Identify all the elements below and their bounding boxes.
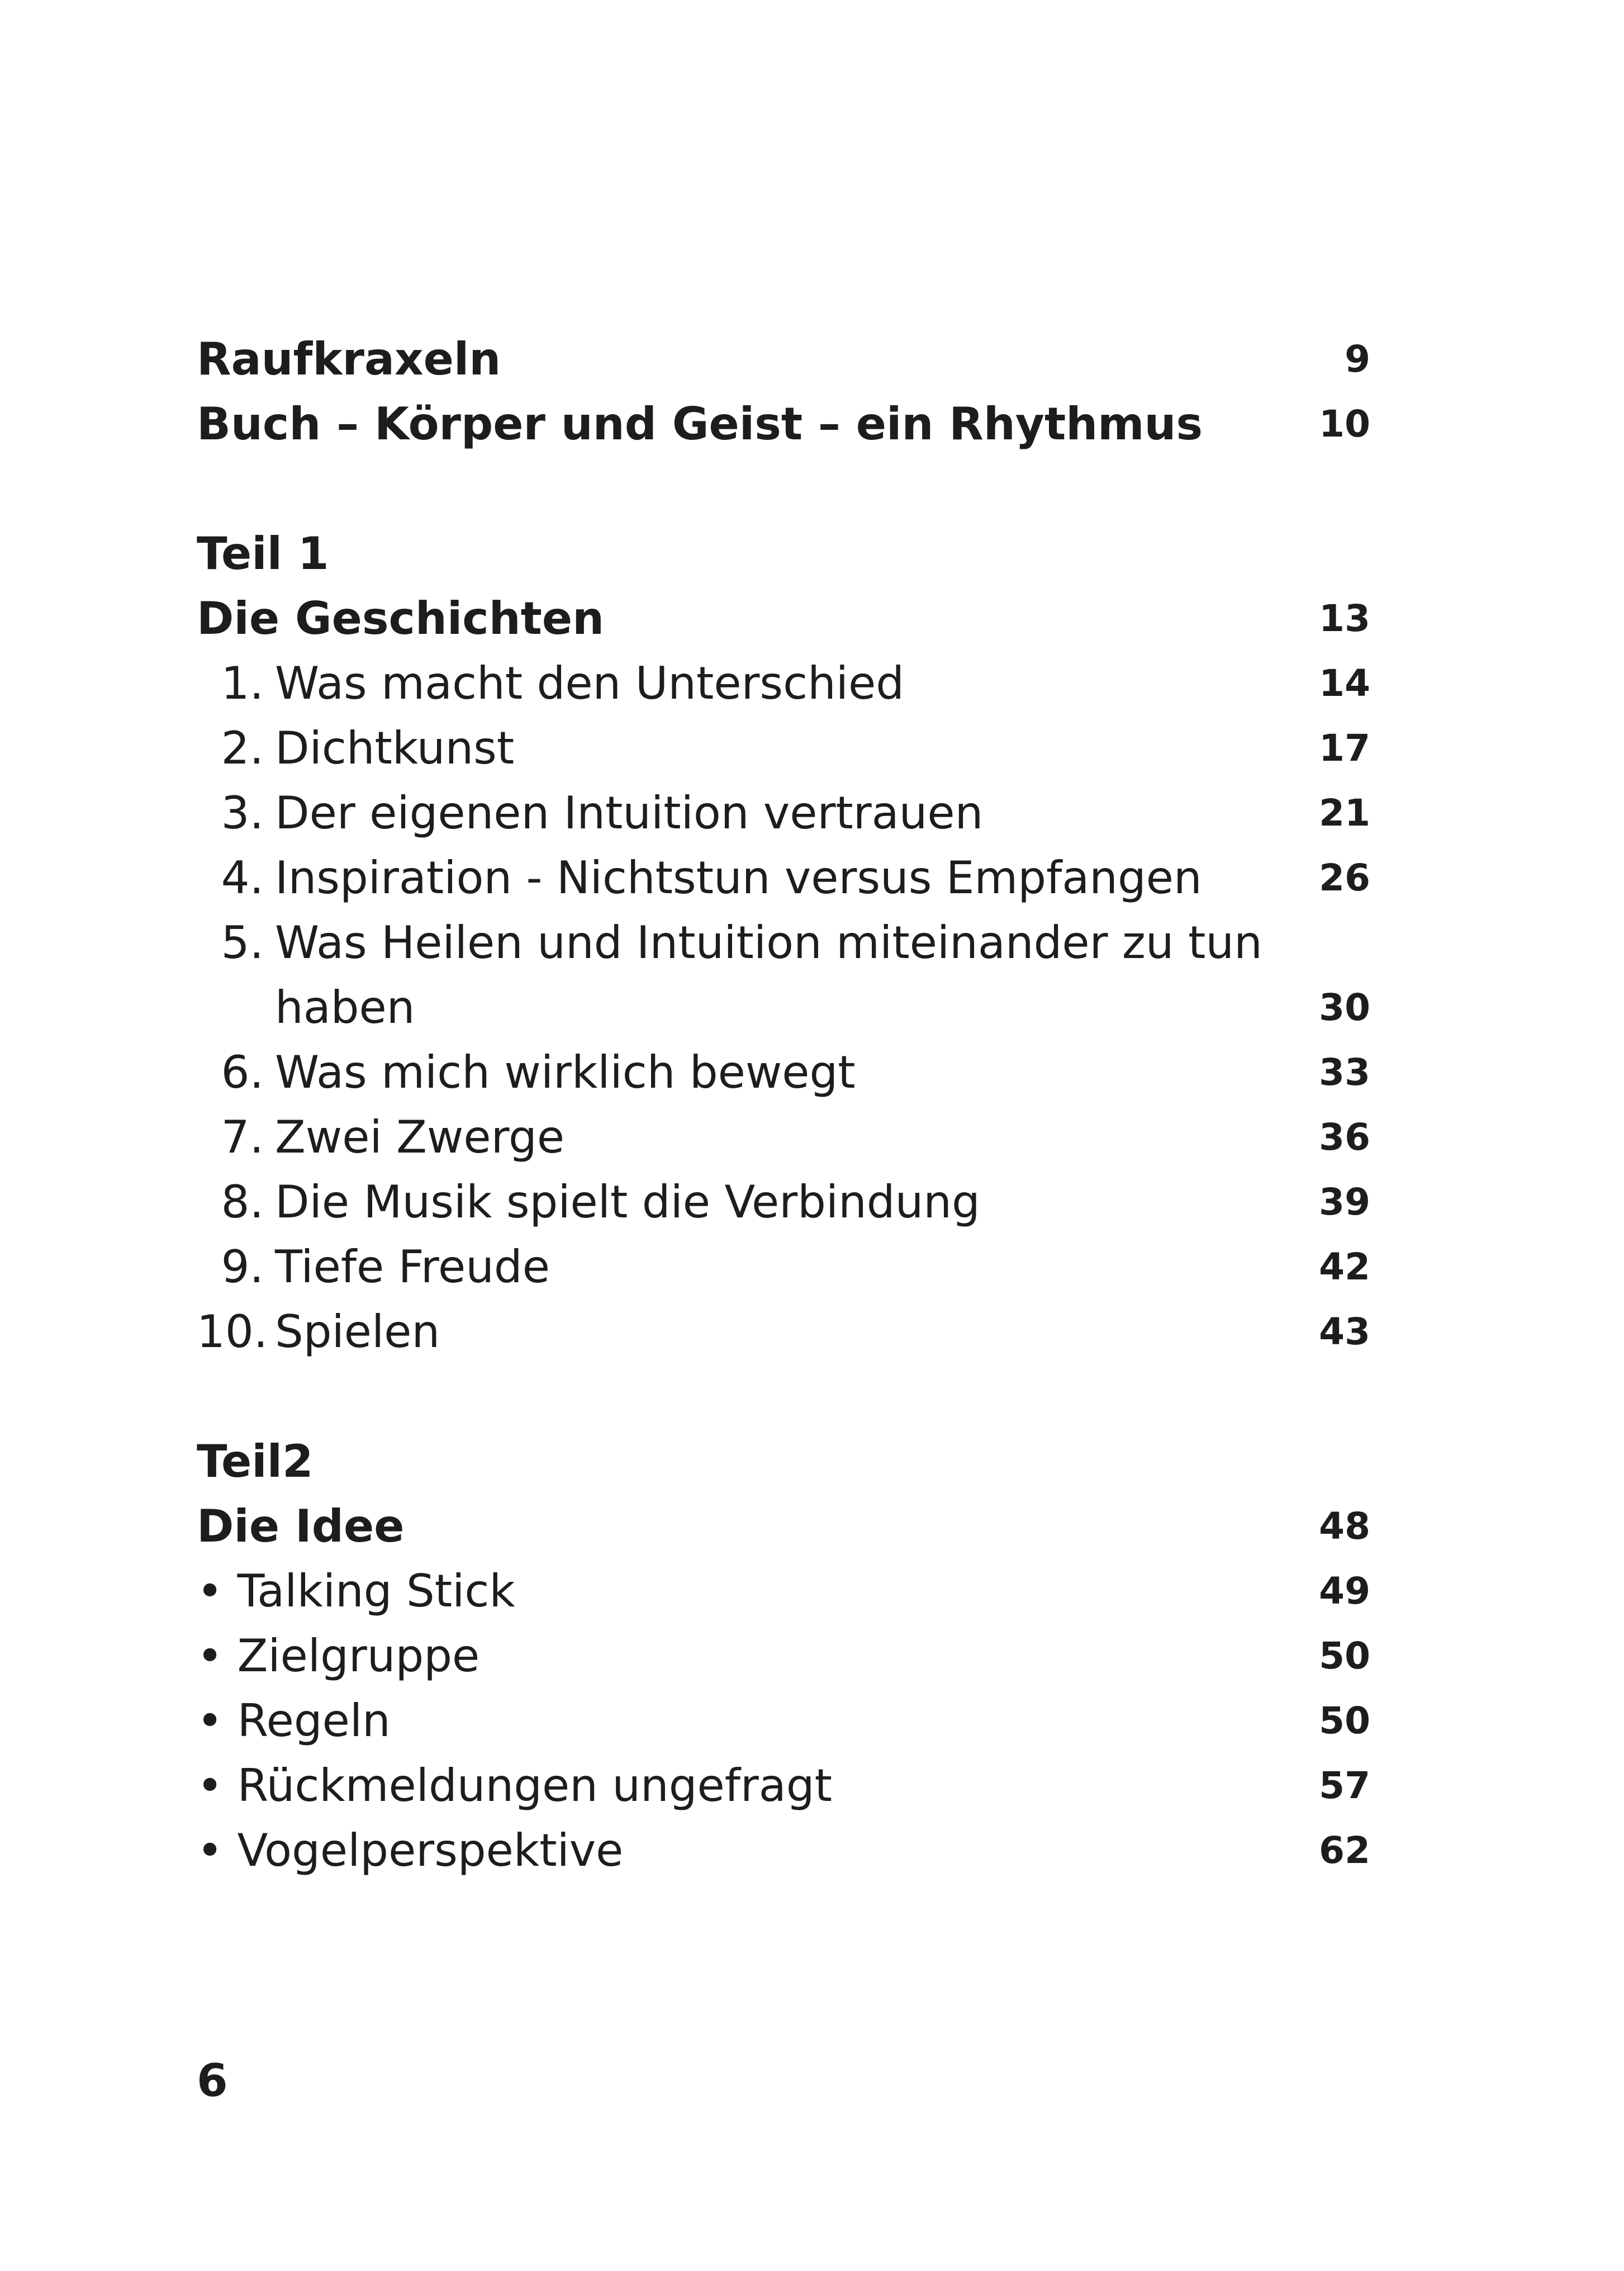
toc-item-number: 1. bbox=[221, 657, 264, 709]
toc-bullet-item bbox=[197, 1689, 1370, 1753]
toc-item-title: Spielen bbox=[275, 1306, 440, 1358]
toc-item-continuation bbox=[197, 975, 1370, 1040]
toc-bullet-item bbox=[197, 1818, 1370, 1883]
toc-item bbox=[197, 716, 1370, 781]
toc-item-number: 3. bbox=[221, 787, 264, 839]
part-label: Teil 1 bbox=[197, 528, 329, 580]
toc-item-title: • Rückmeldungen ungefragt bbox=[197, 1760, 832, 1812]
toc-item-page: 57 bbox=[1319, 1764, 1370, 1807]
toc-item-page: 39 bbox=[1319, 1180, 1370, 1224]
toc-item-number: 7. bbox=[221, 1111, 264, 1163]
toc-item-page: 26 bbox=[1319, 856, 1370, 899]
toc-entry-page: 10 bbox=[1319, 402, 1370, 445]
part1-label bbox=[197, 521, 1370, 586]
toc-item-page: 21 bbox=[1319, 791, 1370, 835]
toc-item-title: Was mich wirklich bewegt bbox=[275, 1046, 856, 1098]
toc-entry-buch bbox=[197, 392, 1370, 457]
toc-item-title: Inspiration - Nichtstun versus Empfangen bbox=[275, 852, 1202, 904]
part2-label bbox=[197, 1429, 1370, 1494]
toc-item bbox=[197, 911, 1370, 975]
part-heading-title: Die Idee bbox=[197, 1500, 405, 1552]
toc-item-page: 17 bbox=[1319, 727, 1370, 770]
toc-bullet-item bbox=[197, 1559, 1370, 1624]
toc-item-title: • Vogelperspektive bbox=[197, 1824, 624, 1876]
part1-heading bbox=[197, 586, 1370, 651]
toc-item-title-continuation: haben bbox=[275, 982, 415, 1033]
toc-entry-raufkraxeln bbox=[197, 327, 1370, 392]
toc-item bbox=[197, 1300, 1370, 1364]
toc-item-page: 43 bbox=[1319, 1310, 1370, 1353]
toc-entry-page: 9 bbox=[1345, 338, 1370, 381]
part-heading-page: 13 bbox=[1319, 597, 1370, 640]
toc-item-title: • Zielgruppe bbox=[197, 1630, 480, 1682]
page-number: 6 bbox=[197, 2055, 228, 2107]
toc-item-number: 10. bbox=[197, 1306, 268, 1358]
toc-item-page: 36 bbox=[1319, 1116, 1370, 1159]
toc-entry-title: Raufkraxeln bbox=[197, 333, 501, 385]
toc-item-page: 50 bbox=[1319, 1634, 1370, 1677]
toc-item bbox=[197, 781, 1370, 846]
toc-item-number: 2. bbox=[221, 722, 264, 774]
toc-item bbox=[197, 1105, 1370, 1170]
toc-item-page: 42 bbox=[1319, 1245, 1370, 1288]
toc-item-page: 33 bbox=[1319, 1051, 1370, 1094]
table-of-contents bbox=[197, 327, 1370, 1883]
toc-item-number: 4. bbox=[221, 852, 264, 904]
toc-item-title: Die Musik spielt die Verbindung bbox=[275, 1176, 980, 1228]
part-label: Teil2 bbox=[197, 1435, 314, 1487]
toc-item-number: 8. bbox=[221, 1176, 264, 1228]
toc-item bbox=[197, 1040, 1370, 1105]
toc-item-title: Tiefe Freude bbox=[275, 1241, 550, 1293]
toc-item-number: 6. bbox=[221, 1046, 264, 1098]
toc-item-number: 5. bbox=[221, 917, 264, 969]
toc-item bbox=[197, 846, 1370, 911]
toc-item bbox=[197, 1235, 1370, 1300]
toc-entry-title: Buch – Körper und Geist – ein Rhythmus bbox=[197, 398, 1203, 450]
toc-item-title: Was macht den Unterschied bbox=[275, 657, 905, 709]
spacer bbox=[197, 1364, 1370, 1429]
toc-item-page: 62 bbox=[1319, 1829, 1370, 1872]
toc-item bbox=[197, 1170, 1370, 1235]
toc-item-title: Was Heilen und Intuition miteinander zu tun bbox=[275, 917, 1262, 969]
toc-item-title: Der eigenen Intuition vertrauen bbox=[275, 787, 984, 839]
toc-item bbox=[197, 651, 1370, 716]
spacer bbox=[197, 457, 1370, 521]
toc-item-page: 49 bbox=[1319, 1570, 1370, 1613]
toc-item-title: • Regeln bbox=[197, 1695, 391, 1747]
toc-item-page: 14 bbox=[1319, 662, 1370, 705]
toc-bullet-item bbox=[197, 1753, 1370, 1818]
toc-item-page: 30 bbox=[1319, 986, 1370, 1029]
part2-heading bbox=[197, 1494, 1370, 1559]
toc-item-page: 50 bbox=[1319, 1699, 1370, 1742]
part-heading-page: 48 bbox=[1319, 1505, 1370, 1548]
toc-item-number: 9. bbox=[221, 1241, 264, 1293]
toc-bullet-item bbox=[197, 1624, 1370, 1689]
toc-item-title: Dichtkunst bbox=[275, 722, 515, 774]
part-heading-title: Die Geschichten bbox=[197, 592, 605, 644]
toc-item-title: • Talking Stick bbox=[197, 1565, 515, 1617]
toc-item-title: Zwei Zwerge bbox=[275, 1111, 565, 1163]
